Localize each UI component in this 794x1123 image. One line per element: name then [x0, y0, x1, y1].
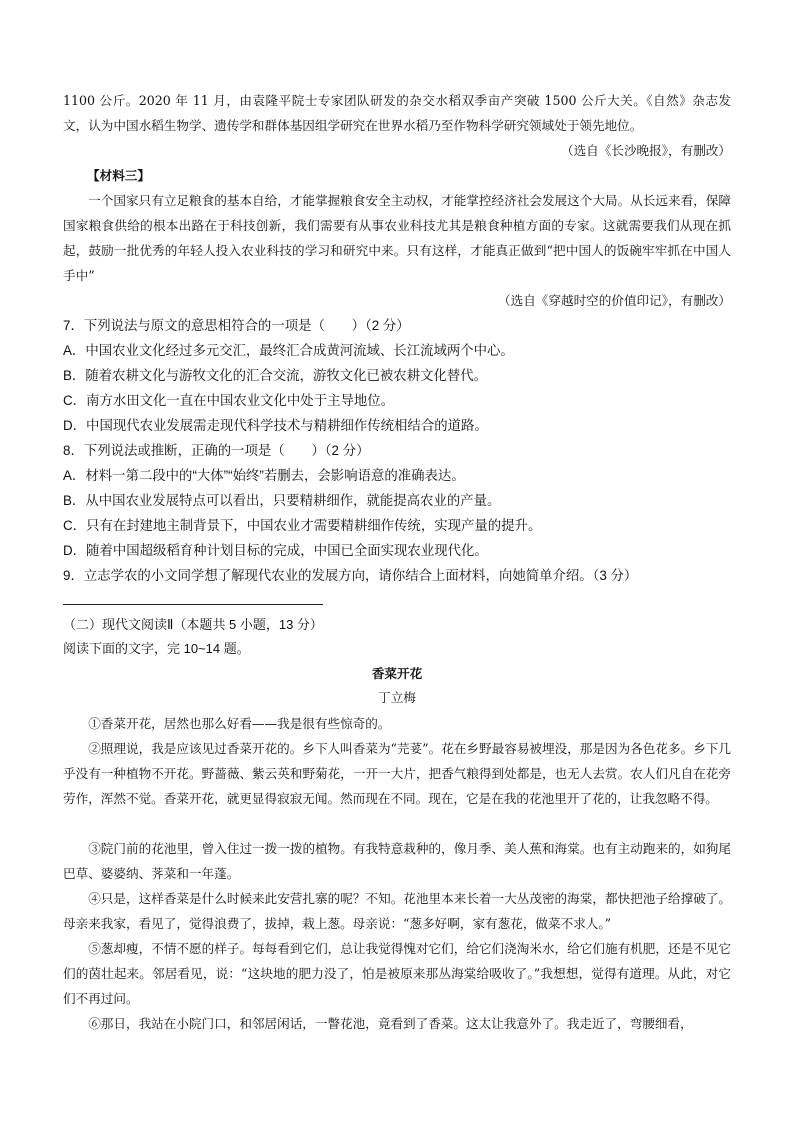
article-title: 香菜开花	[371, 666, 423, 681]
section2-header: （二）现代文阅读Ⅱ（本题共 5 小题，13 分）	[63, 617, 323, 632]
section-divider	[63, 604, 323, 605]
question-8-stem: 8．下列说法或推断，正确的一项是（ ）（2 分）	[63, 443, 370, 458]
article-paragraph-6: ⑥那日，我站在小院门口，和邻居闲话，一瞥花池，竟看到了香菜。这太让我意外了。我走近了，弯腰细看，	[88, 1016, 693, 1031]
question-7-option-b: B．随着农耕文化与游牧文化的汇合交流，游牧文化已被农耕文化替代。	[63, 368, 488, 383]
material3-heading: 【材料三】	[87, 168, 150, 183]
article-author: 丁立梅	[378, 690, 416, 705]
question-8-option-b: B．从中国农业发展特点可以看出，只要精耕细作，就能提高农业的产量。	[63, 493, 501, 508]
question-7-option-d: D．中国现代农业发展需走现代科学技术与精耕细作传统相结合的道路。	[63, 418, 488, 433]
material3-paragraph: 一个国家只有立足粮食的基本自给，才能掌握粮食安全主动权，才能掌控经济社会发展这个大局。从长远来看，保障国家粮食供给的根本出路在于科技创新，我们需要有从事农业科技尤其是粮食种植方面的专家。这就需要我们从现在抓起，鼓励一批优秀的年轻人投入农业科技的学习和研究中来。只有这样，才能真正做到“把中国人的饭碗牢牢抓在中国人手中”	[63, 193, 731, 283]
question-8-option-a: A．材料一第二段中的“大体”“始终”若删去，会影响语意的准确表达。	[63, 468, 465, 483]
article-paragraph-5: ⑤葱却瘦，不情不愿的样子。每每看到它们，总让我觉得愧对它们，给它们浇淘米水，给它们施有机肥，还是不见它们的茵壮起来。邻居看见，说：“这块地的肥力没了，怕是被原来那丛海棠给吸收了。”我想想，觉得有道理。从此，对它们不再过问。	[63, 941, 731, 1006]
question-9-stem: 9．立志学农的小文同学想了解现代农业的发展方向，请你结合上面材料，向她简单介绍。（3 分）	[63, 568, 638, 583]
section2-instruction: 阅读下面的文字，完 10~14 题。	[63, 641, 250, 656]
article-paragraph-3: ③院门前的花池里，曾入住过一拨一拨的植物。有我特意栽种的，像月季、美人蕉和海棠。也有主动跑来的，如狗尾巴草、婆婆纳、荠菜和一年蓬。	[63, 841, 731, 881]
question-8-option-d: D．随着中国超级稻育种计划目标的完成，中国已全面实现农业现代化。	[63, 543, 488, 558]
question-7-option-c: C．南方水田文化一直在中国农业文化中处于主导地位。	[63, 393, 395, 408]
question-7-option-a: A．中国农业文化经过多元交汇，最终汇合成黄河流域、长江流域两个中心。	[63, 343, 514, 358]
material2-source: （选自《长沙晚报》，有删改）	[560, 143, 731, 158]
material2-paragraph-end: 1100 公斤。2020 年 11 月，由袁隆平院士专家团队研发的杂交水稻双季亩产突破 1500 公斤大关。《自然》杂志发文，认为中国水稻生物学、遗传学和群体基因组学研究在世界水稻乃至作物科学研究领域处于领先地位。	[63, 93, 731, 133]
article-paragraph-4: ④只是，这样香菜是什么时候来此安营扎寨的呢？不知。花池里本来长着一大丛茂密的海棠，都快把池子给撑破了。母亲来我家，看见了，觉得浪费了，拔掉，栽上葱。母亲说：“葱多好啊，家有葱花，做菜不求人。”	[63, 891, 731, 931]
question-8-option-c: C．只有在封建地主制背景下，中国农业才需要精耕细作传统，实现产量的提升。	[63, 518, 542, 533]
article-paragraph-1: ①香菜开花，居然也那么好看——我是很有些惊奇的。	[88, 716, 391, 731]
question-7-stem: 7．下列说法与原文的意思相符合的一项是（ ）（2 分）	[63, 318, 410, 333]
article-paragraph-2: ②照理说，我是应该见过香菜开花的。乡下人叫香菜为“芫荽”。花在乡野最容易被埋没，那是因为各色花多。乡下几乎没有一种植物不开花。野蔷薇、紫云英和野菊花，一开一大片，把香气粮得到处都是，也无人去赏。农人们凡自在花旁劳作，浑然不觉。香菜开花，就更显得寂寂无闻。然而现在不同。现在，它是在我的花池里开了花的，让我忽略不得。	[63, 741, 731, 806]
material3-source: （选自《穿越时空的价值印记》，有删改）	[498, 293, 731, 308]
